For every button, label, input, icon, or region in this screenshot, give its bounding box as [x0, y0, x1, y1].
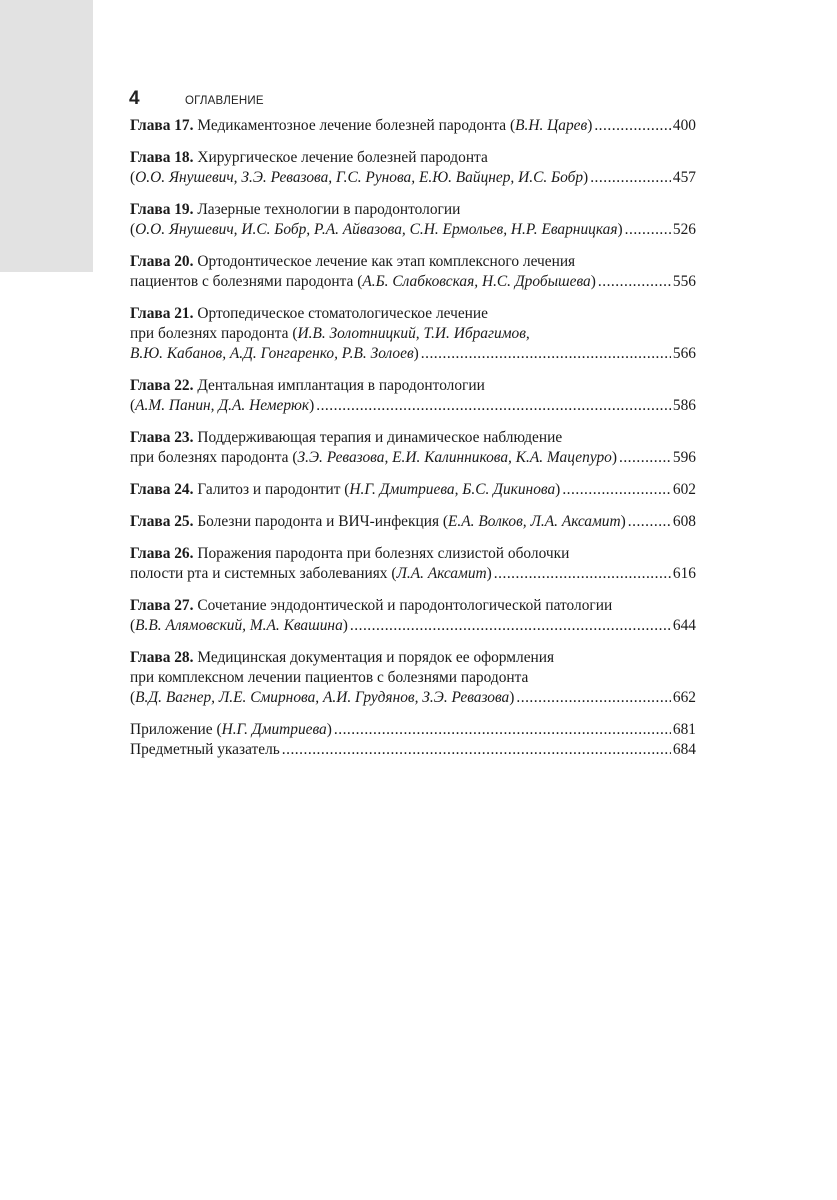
page-header — [129, 88, 264, 110]
chapter-label: Глава 18. — [130, 149, 194, 166]
chapter-label: Глава 22. — [130, 377, 194, 394]
toc-entry-chapter-27[interactable]: Глава 27. Сочетание эндодонтической и пародонтологической патологии (В.В. Алямовский, М.А. Квашина) ..... 644 — [130, 596, 696, 636]
index-title: Предметный указатель — [130, 741, 280, 758]
chapter-label: Глава 23. — [130, 429, 194, 446]
chapter-authors: О.О. Янушевич, З.Э. Ревазова, Г.С. Рунова, Е.Ю. Вайцнер, И.С. Бобр — [135, 169, 584, 186]
toc-entry-appendix[interactable]: Приложение (Н.Г. Дмитриева) ..... 681 — [130, 720, 696, 740]
page-ref: 457 — [672, 169, 696, 186]
chapter-title: Болезни пародонта и ВИЧ-инфекция ( — [197, 513, 449, 530]
toc-entry-chapter-24[interactable]: Глава 24. Галитоз и пародонтит (Н.Г. Дмитриева, Б.С. Дикинова) ..... 602 — [130, 480, 696, 500]
chapter-label: Глава 25. — [130, 513, 194, 530]
toc-entry-chapter-26[interactable]: Глава 26. Поражения пародонта при болезнях слизистой оболочки полости рта и системных заболеваниях (Л.А. Аксамит) ..... 616 — [130, 544, 696, 584]
chapter-title-cont: при комплексном лечении пациентов с болезнями пародонта — [130, 669, 529, 686]
chapter-authors: В.Н. Царев — [515, 117, 588, 134]
toc-entry-chapter-23[interactable]: Глава 23. Поддерживающая терапия и динамическое наблюдение при болезнях пародонта (З.Э. Ревазова, Е.И. Калинникова, К.А. Мацепуро) ..... 596 — [130, 428, 696, 468]
toc-entry-chapter-17[interactable]: Глава 17. Медикаментозное лечение болезней пародонта (В.Н. Царев) ..... 400 — [130, 116, 696, 136]
chapter-label: Глава 17. — [130, 117, 194, 134]
leader-dots — [316, 396, 671, 416]
chapter-authors: Е.А. Волков, Л.А. Аксамит — [448, 513, 621, 530]
chapter-authors: В.В. Алямовский, М.А. Квашина — [135, 617, 343, 634]
chapter-authors: В.Д. Вагнер, Л.Е. Смирнова, А.И. Грудянов, З.Э. Ревазова — [135, 689, 510, 706]
page-ref: 681 — [672, 721, 696, 738]
page-ref: 608 — [672, 513, 696, 530]
leader-dots — [282, 740, 671, 760]
chapter-title: Дентальная имплантация в пародонтологии — [197, 377, 485, 394]
leader-dots — [594, 116, 671, 136]
chapter-label: Глава 24. — [130, 481, 194, 498]
leader-dots — [628, 512, 671, 532]
page-ref: 526 — [672, 221, 696, 238]
leader-dots — [625, 220, 671, 240]
chapter-label: Глава 26. — [130, 545, 194, 562]
page-number: 4 — [129, 88, 140, 109]
toc-entry-chapter-28[interactable]: Глава 28. Медицинская документация и порядок ее оформления при комплексном лечении пациентов с болезнями пародонта (В.Д. Вагнер, Л.Е. Смирнова, А.И. Грудянов, З.Э. Ревазова) ..... 662 — [130, 648, 696, 708]
chapter-title: Медицинская документация и порядок ее оформления — [197, 649, 555, 666]
chapter-title: Поддерживающая терапия и динамическое наблюдение — [197, 429, 563, 446]
chapter-authors: В.Ю. Кабанов, А.Д. Гонгаренко, Р.В. Золоев — [130, 345, 414, 362]
leader-dots — [590, 168, 671, 188]
section-title: ОГЛАВЛЕНИЕ — [185, 95, 264, 107]
page-ref: 556 — [672, 273, 696, 290]
chapter-authors: И.В. Золотницкий, Т.И. Ибрагимов, — [297, 325, 530, 342]
page-ref: 644 — [672, 617, 696, 634]
page-ref: 400 — [672, 117, 696, 134]
chapter-title: Ортодонтическое лечение как этап комплексного лечения — [197, 253, 576, 270]
chapter-title: Хирургическое лечение болезней пародонта — [197, 149, 488, 166]
toc-entry-chapter-20[interactable]: Глава 20. Ортодонтическое лечение как этап комплексного лечения пациентов с болезнями пародонта (А.Б. Слабковская, Н.С. Дробышева) ..... 556 — [130, 252, 696, 292]
chapter-title: Поражения пародонта при болезнях слизистой оболочки — [197, 545, 570, 562]
page-ref: 616 — [672, 565, 696, 582]
toc-entry-subject-index[interactable] — [130, 740, 696, 760]
appendix-authors: Н.Г. Дмитриева — [221, 721, 327, 738]
page-ref: 684 — [672, 741, 696, 758]
chapter-label: Глава 19. — [130, 201, 194, 218]
chapter-authors: О.О. Янушевич, И.С. Бобр, Р.А. Айвазова, С.Н. Ермольев, Н.Р. Еварницкая — [135, 221, 618, 238]
side-tab-strip — [0, 0, 93, 272]
page-ref: 566 — [672, 345, 696, 362]
toc-entry-chapter-19[interactable]: Глава 19. Лазерные технологии в пародонтологии (О.О. Янушевич, И.С. Бобр, Р.А. Айвазова, С.Н. Ермольев, Н.Р. Еварницкая) ..... 526 — [130, 200, 696, 240]
leader-dots — [562, 480, 671, 500]
chapter-label: Глава 28. — [130, 649, 194, 666]
appendix-title: Приложение ( — [130, 721, 222, 738]
toc-entry-chapter-25[interactable]: Глава 25. Болезни пародонта и ВИЧ-инфекция (Е.А. Волков, Л.А. Аксамит) ..... 608 — [130, 512, 696, 532]
leader-dots — [598, 272, 671, 292]
table-of-contents — [130, 116, 696, 760]
toc-entry-chapter-18[interactable]: Глава 18. Хирургическое лечение болезней пародонта (О.О. Янушевич, З.Э. Ревазова, Г.С. Рунова, Е.Ю. Вайцнер, И.С. Бобр) ..... 457 — [130, 148, 696, 188]
page-ref: 602 — [672, 481, 696, 498]
leader-dots — [516, 688, 671, 708]
leader-dots — [421, 344, 671, 364]
toc-entry-chapter-21[interactable]: Глава 21. Ортопедическое стоматологическое лечение при болезнях пародонта (И.В. Золотницкий, Т.И. Ибрагимов, В.Ю. Кабанов, А.Д. Гонгаренко, Р.В. Золоев) ..... 566 — [130, 304, 696, 364]
leader-dots — [350, 616, 671, 636]
page-ref: 662 — [672, 689, 696, 706]
chapter-authors: А.М. Панин, Д.А. Немерюк — [135, 397, 310, 414]
chapter-title: Галитоз и пародонтит ( — [197, 481, 350, 498]
chapter-authors: З.Э. Ревазова, Е.И. Калинникова, К.А. Мацепуро — [297, 449, 612, 466]
chapter-title: Сочетание эндодонтической и пародонтологической патологии — [197, 597, 613, 614]
page-ref: 596 — [672, 449, 696, 466]
page-ref: 586 — [672, 397, 696, 414]
leader-dots — [334, 720, 671, 740]
chapter-title: Медикаментозное лечение болезней пародонта ( — [197, 117, 516, 134]
chapter-authors: Л.А. Аксамит — [396, 565, 487, 582]
chapter-title: Ортопедическое стоматологическое лечение — [197, 305, 488, 322]
chapter-label: Глава 20. — [130, 253, 194, 270]
chapter-label: Глава 21. — [130, 305, 194, 322]
leader-dots — [619, 448, 671, 468]
toc-entry-chapter-22[interactable]: Глава 22. Дентальная имплантация в пародонтологии (А.М. Панин, Д.А. Немерюк) ..... 586 — [130, 376, 696, 416]
chapter-authors: Н.Г. Дмитриева, Б.С. Дикинова — [349, 481, 556, 498]
chapter-title: Лазерные технологии в пародонтологии — [197, 201, 461, 218]
chapter-authors: А.Б. Слабковская, Н.С. Дробышева — [362, 273, 591, 290]
leader-dots — [494, 564, 671, 584]
chapter-label: Глава 27. — [130, 597, 194, 614]
